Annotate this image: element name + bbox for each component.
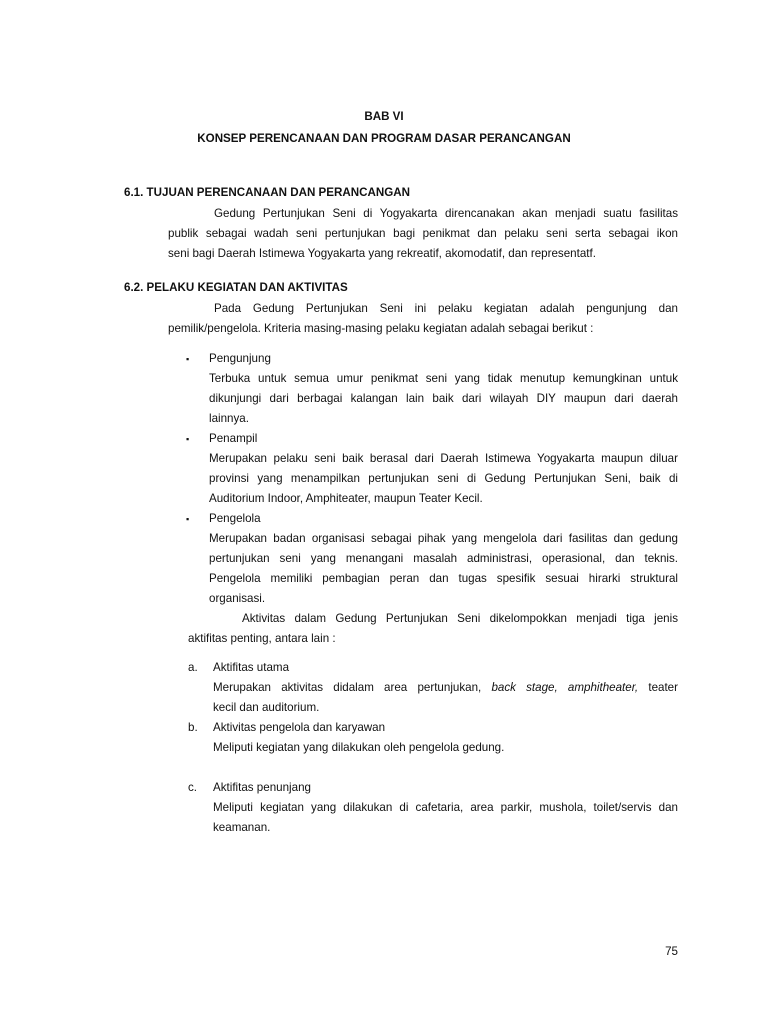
bullet-marker: ▪	[186, 354, 190, 364]
list-marker-c: c.	[188, 781, 198, 794]
list-marker-a: a.	[188, 661, 198, 674]
bullet-line: Auditorium Indoor, Amphiteater, maupun Teater Kecil.	[209, 492, 483, 505]
bullet-title: Penampil	[209, 432, 258, 445]
bullet-line: pertunjukan seni yang menangani masalah administrasi, operasional, dan teknis.	[209, 552, 678, 565]
activities-intro	[188, 609, 678, 649]
bullet-line: organisasi.	[209, 592, 266, 605]
paragraph-line: Gedung Pertunjukan Seni di Yogyakarta direncanakan akan menjadi suatu fasilitas	[214, 207, 678, 220]
bullet-marker: ▪	[186, 434, 190, 444]
activity-italic-text: back stage, amphitheater,	[491, 681, 639, 694]
bullet-line: Merupakan pelaku seni baik berasal dari Daerah Istimewa Yogyakarta maupun diluar	[209, 452, 678, 465]
bullet-line: dikunjungi dari berbagai kalangan lain baik dari wilayah DIY maupun dari daerah	[209, 392, 678, 405]
bullet-line: lainnya.	[209, 412, 249, 425]
paragraph-line: Aktivitas dalam Gedung Pertunjukan Seni dikelompokkan menjadi tiga jenis	[242, 612, 678, 625]
bullet-item-pengunjung	[209, 349, 678, 429]
bullet-line: Merupakan badan organisasi sebagai pihak yang mengelola dari fasilitas dan gedung	[209, 532, 678, 545]
activity-text: teater	[638, 681, 678, 694]
bullet-marker: ▪	[186, 514, 190, 524]
activity-line: Meliputi kegiatan yang dilakukan di cafetaria, area parkir, mushola, toilet/servis dan	[213, 801, 678, 814]
section-6-1-paragraph	[168, 204, 678, 264]
paragraph-line: seni bagi Daerah Istimewa Yogyakarta yang rekreatif, akomodatif, dan representatf.	[168, 247, 596, 260]
bullet-line: provinsi yang menampilkan pertunjukan seni di Gedung Pertunjukan Seni, baik di	[209, 472, 678, 485]
activity-line: keamanan.	[213, 821, 271, 834]
bullet-line: Pengelola memiliki pembagian peran dan tugas spesifik sesuai hirarki struktural	[209, 572, 678, 585]
chapter-label: BAB VI	[364, 110, 404, 123]
bullet-title: Pengunjung	[209, 352, 271, 365]
paragraph-line: pemilik/pengelola. Kriteria masing-masing pelaku kegiatan adalah sebagai berikut :	[168, 322, 594, 335]
paragraph-line: Pada Gedung Pertunjukan Seni ini pelaku kegiatan adalah pengunjung dan	[214, 302, 678, 315]
section-6-2-title: 6.2. PELAKU KEGIATAN DAN AKTIVITAS	[124, 281, 348, 294]
activity-title: Aktivitas pengelola dan karyawan	[213, 721, 386, 734]
page-number: 75	[665, 945, 678, 958]
bullet-line: Terbuka untuk semua umur penikmat seni yang tidak menutup kemungkinan untuk	[209, 372, 678, 385]
section-6-2-intro	[168, 299, 678, 339]
activity-title: Aktifitas utama	[213, 661, 290, 674]
activity-title: Aktifitas penunjang	[213, 781, 311, 794]
list-marker-b: b.	[188, 721, 198, 734]
activity-line: kecil dan auditorium.	[213, 701, 320, 714]
activity-line: Meliputi kegiatan yang dilakukan oleh pengelola gedung.	[213, 741, 505, 754]
chapter-title: KONSEP PERENCANAAN DAN PROGRAM DASAR PERANCANGAN	[197, 132, 571, 145]
activity-item-penunjang	[213, 778, 678, 838]
paragraph-line: aktifitas penting, antara lain :	[188, 632, 336, 645]
bullet-item-pengelola	[209, 509, 678, 609]
activity-item-pengelola	[213, 718, 678, 758]
bullet-item-penampil	[209, 429, 678, 509]
activity-text: Merupakan aktivitas didalam area pertunjukan,	[213, 681, 492, 694]
activity-item-utama	[213, 658, 678, 718]
section-6-1-title: 6.1. TUJUAN PERENCANAAN DAN PERANCANGAN	[124, 186, 411, 199]
bullet-title: Pengelola	[209, 512, 261, 525]
paragraph-line: publik sebagai wadah seni pertunjukan bagi penikmat dan pelaku seni serta sebagai ikon	[168, 227, 678, 240]
activity-line	[213, 678, 678, 698]
